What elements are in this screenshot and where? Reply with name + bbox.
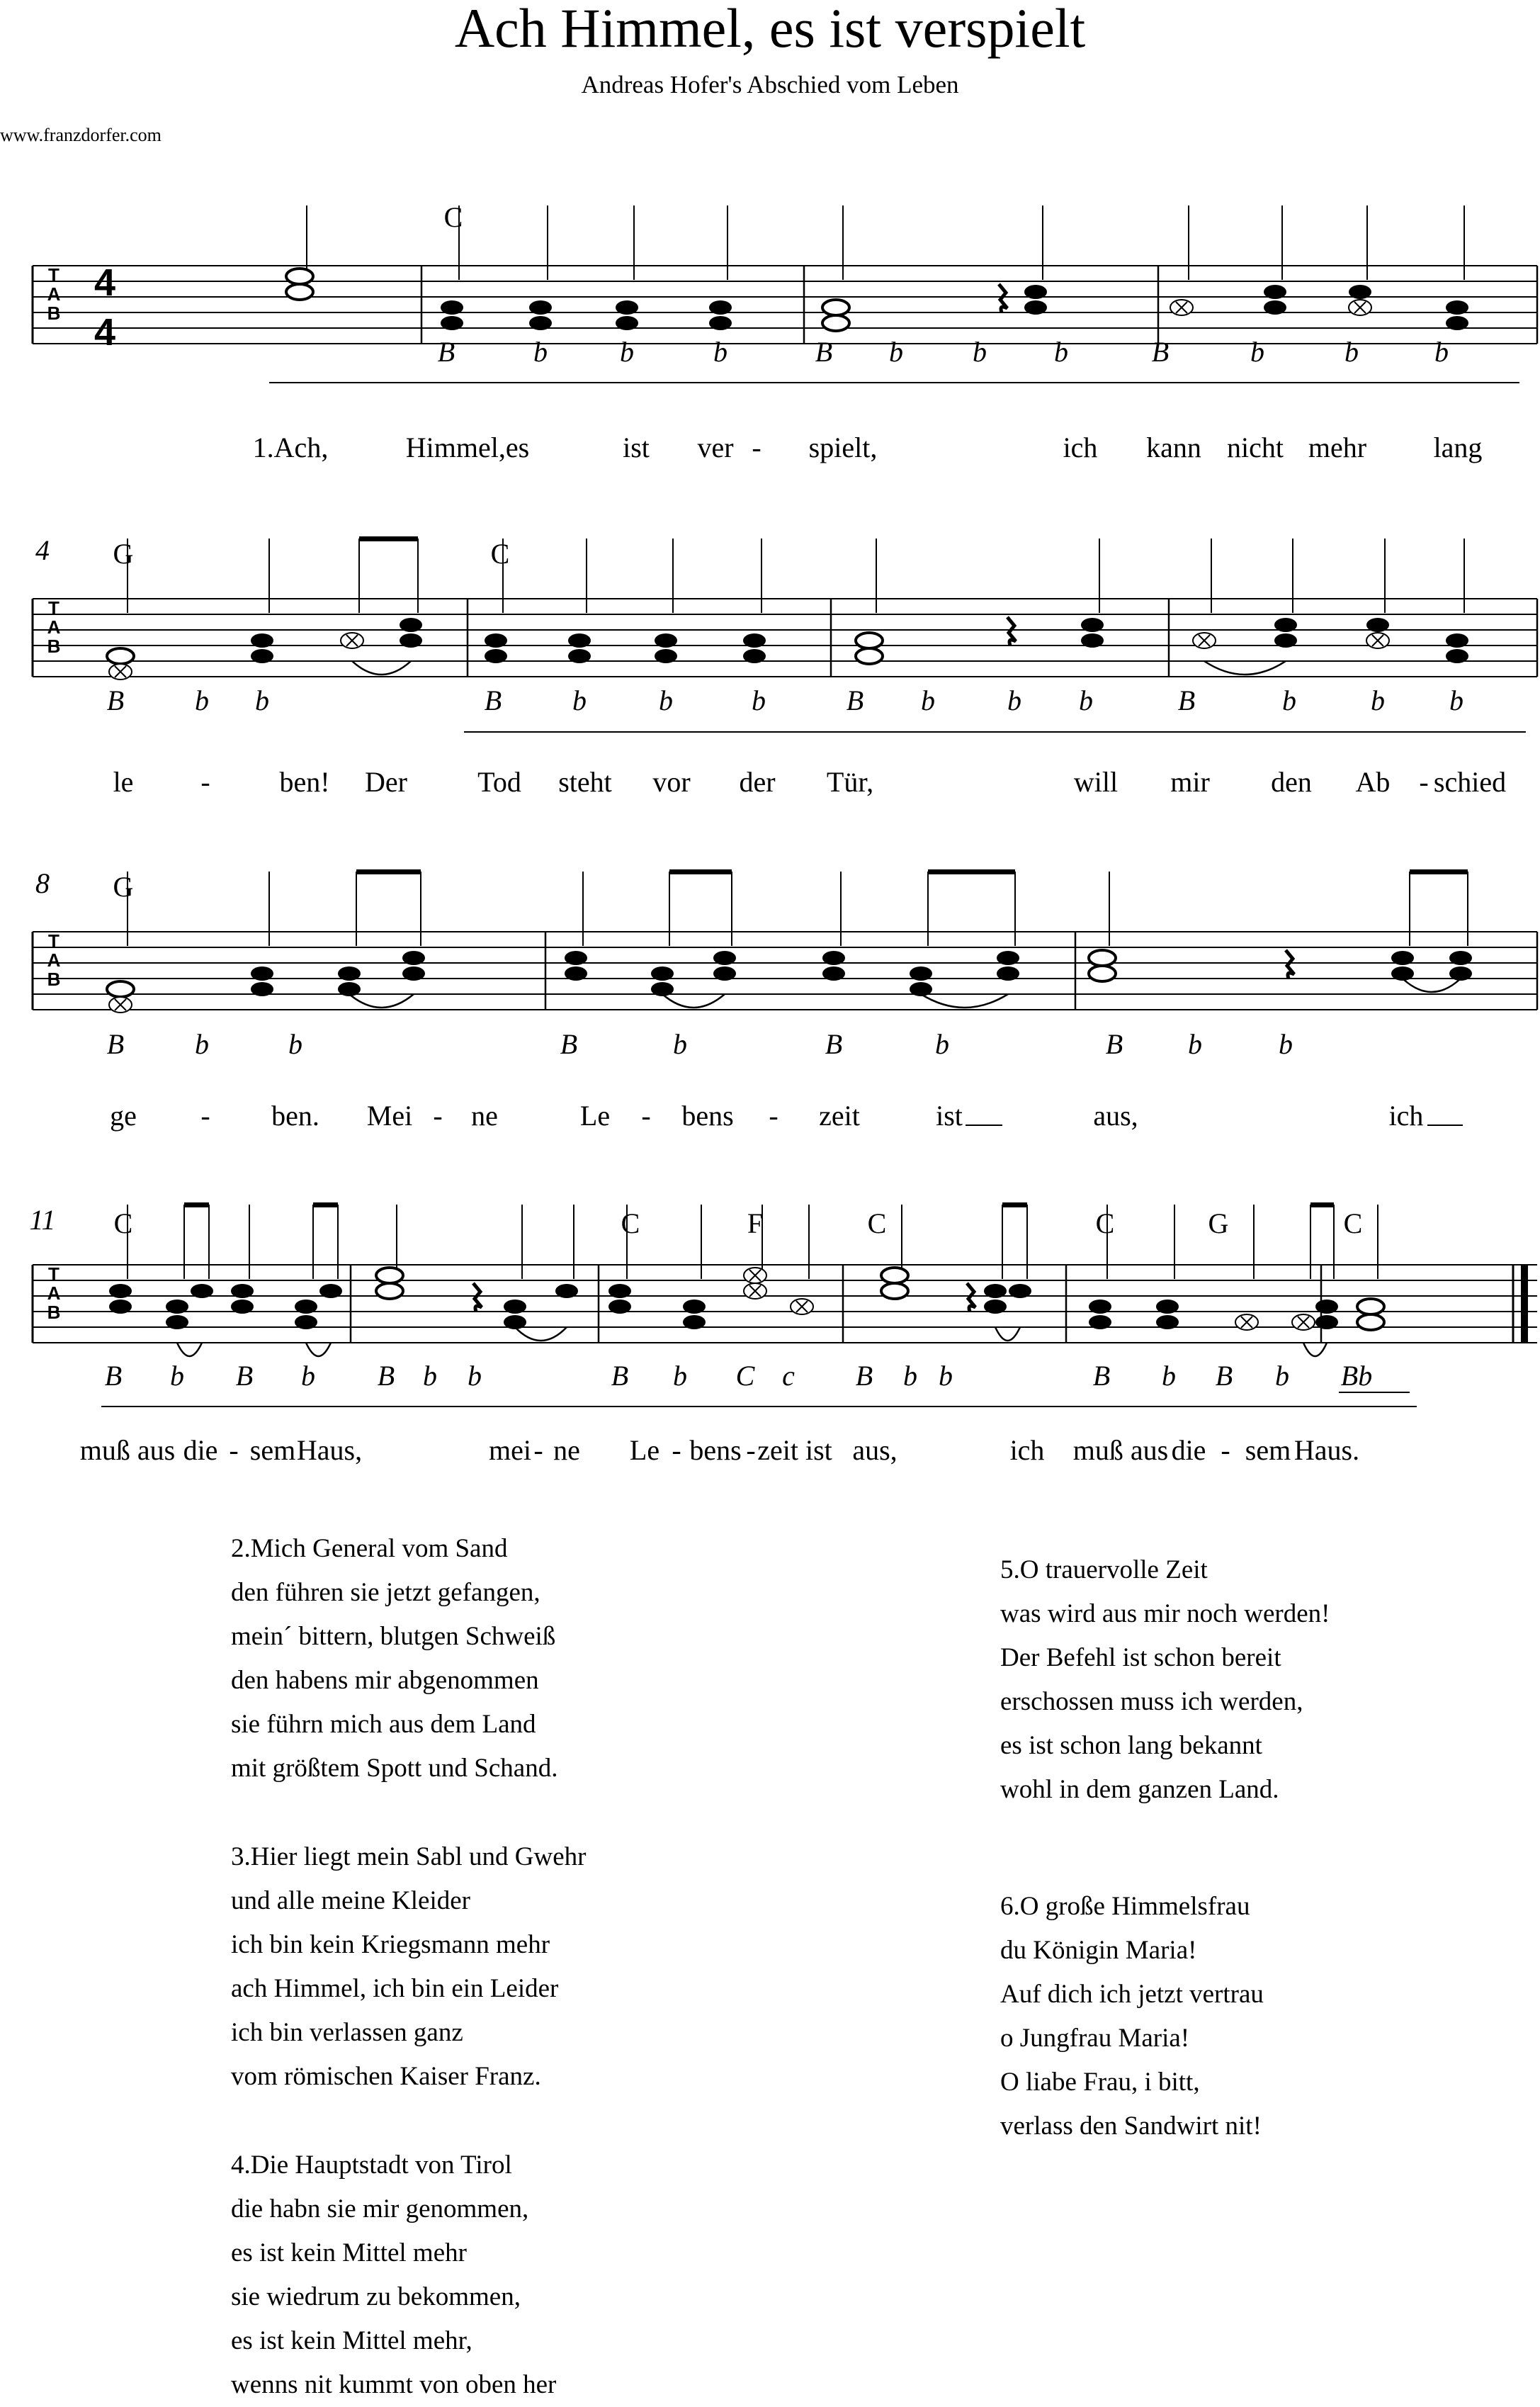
note-head — [1449, 951, 1472, 965]
song-subtitle: Andreas Hofer's Abschied vom Leben — [581, 71, 959, 98]
bass-note: b — [255, 684, 269, 716]
note-head — [608, 1300, 631, 1314]
beam — [1410, 869, 1468, 874]
tab-label: A — [47, 949, 61, 971]
note-head — [441, 300, 463, 315]
lyric-syllable: aus, — [1093, 1100, 1138, 1132]
verse-3 — [231, 1835, 586, 2099]
lyric-syllable: Der — [365, 766, 407, 798]
note-head — [485, 633, 507, 648]
lyric-syllable: aus, — [852, 1434, 898, 1466]
lyric-syllable: Ab — [1355, 766, 1391, 798]
bass-note: c — [782, 1360, 795, 1392]
website-link[interactable]: www.franzdorfer.com — [0, 125, 162, 145]
verse-line: 3.Hier liegt mein Sabl und Gwehr — [231, 1842, 587, 1871]
tie — [349, 994, 414, 1008]
beam — [356, 869, 421, 874]
note-head — [402, 951, 425, 965]
note-head — [1366, 618, 1389, 632]
verse-line: O liabe Frau, i bitt, — [1000, 2068, 1200, 2097]
note-head-half — [286, 269, 313, 284]
note-head — [984, 1284, 1007, 1298]
verse-line: ach Himmel, ich bin ein Leider — [231, 1974, 559, 2003]
note-head-half — [376, 1283, 403, 1299]
bass-note: b — [921, 684, 935, 716]
lyric-syllable: - — [752, 432, 761, 463]
note-head — [1024, 300, 1047, 315]
lyric-syllable: - — [641, 1100, 651, 1132]
beam — [313, 1202, 338, 1207]
bass-note: b — [1275, 1360, 1289, 1392]
note-head — [1446, 316, 1468, 330]
verse-line: 4.Die Hauptstadt von Tirol — [231, 2150, 512, 2180]
note-head-half — [107, 981, 134, 997]
tab-label: B — [47, 969, 61, 990]
lyric-syllable: le — [113, 766, 134, 798]
beam — [669, 869, 732, 874]
note-head — [1391, 951, 1414, 965]
lyric-syllable: will — [1073, 766, 1119, 798]
chord-symbol: C — [490, 538, 510, 570]
note-head — [709, 300, 732, 315]
note-head — [295, 1315, 317, 1329]
note-head — [504, 1300, 526, 1314]
lyric-syllable: sem — [249, 1434, 296, 1466]
lyric-syllable: Le — [629, 1434, 660, 1466]
verse-line: den habens mir abgenommen — [231, 1666, 539, 1695]
note-head — [616, 316, 638, 330]
lyric-syllable: - — [433, 1100, 443, 1132]
bass-note: b — [1279, 1028, 1293, 1060]
bass-note: b — [468, 1360, 482, 1392]
note-head — [251, 649, 273, 663]
bass-note: b — [1250, 336, 1264, 368]
bass-note: b — [288, 1028, 302, 1060]
song-title: Ach Himmel, es ist verspielt — [454, 0, 1086, 59]
lyric-syllable: lang — [1433, 432, 1483, 463]
lyric-syllable: ne — [553, 1434, 580, 1466]
note-head — [997, 951, 1019, 965]
tie — [1303, 1343, 1327, 1356]
verse-line: mit größtem Spott und Schand. — [231, 1754, 558, 1783]
lyric-syllable: muß aus — [79, 1434, 176, 1466]
verse-5 — [1000, 1548, 1330, 1812]
note-head-half — [822, 300, 849, 315]
tab-label: T — [48, 264, 60, 286]
note-head-half — [881, 1268, 908, 1283]
verse-line: die habn sie mir genommen, — [231, 2194, 529, 2223]
note-head-half — [881, 1283, 908, 1299]
bass-note: b — [973, 336, 987, 368]
note-head-half — [856, 648, 883, 664]
bass-note: b — [572, 684, 587, 716]
note-head — [713, 951, 736, 965]
note-head — [1315, 1300, 1338, 1314]
bass-note: b — [713, 336, 727, 368]
note-head — [910, 966, 932, 981]
lyric-syllable: schied — [1433, 766, 1507, 798]
bass-note: B — [1092, 1360, 1111, 1392]
note-head-half — [1089, 950, 1116, 966]
note-head — [1089, 1300, 1111, 1314]
verse-line: es ist kein Mittel mehr, — [231, 2326, 472, 2355]
bass-note: B — [1177, 684, 1196, 716]
bass-note: b — [903, 1360, 917, 1392]
note-head — [338, 966, 361, 981]
lyric-syllable: den — [1271, 766, 1312, 798]
lyric-syllable: ben! — [279, 766, 330, 798]
lyric-syllable: zeit — [819, 1100, 860, 1132]
lyric-syllable: mehr — [1308, 432, 1367, 463]
bass-note: B — [815, 336, 833, 368]
bass-note: b — [423, 1360, 437, 1392]
lyric-syllable: - — [746, 1434, 756, 1466]
bass-note: b — [752, 684, 766, 716]
lyric-syllable: die — [1171, 1434, 1206, 1466]
note-head — [1315, 1315, 1338, 1329]
lyric-syllable: zeit ist — [757, 1434, 832, 1466]
note-head — [1081, 633, 1104, 648]
note-head — [1446, 633, 1468, 648]
note-head — [400, 618, 422, 632]
lyric-syllable: - — [672, 1434, 681, 1466]
verse-line: wohl in dem ganzen Land. — [1000, 1775, 1279, 1804]
note-head — [568, 649, 591, 663]
bass-note: b — [195, 1028, 209, 1060]
quarter-rest — [1286, 950, 1294, 979]
chord-symbol: C — [621, 1207, 640, 1239]
lyric-syllable: ist — [623, 432, 650, 463]
bass-note: b — [1162, 1360, 1176, 1392]
bass-note: B — [1151, 336, 1170, 368]
verse-6 — [1000, 1885, 1264, 2148]
lyric-syllable: bens — [689, 1434, 742, 1466]
note-head — [251, 966, 273, 981]
note-head — [441, 316, 463, 330]
tie — [306, 1343, 331, 1356]
bass-note: B — [1215, 1360, 1233, 1392]
bass-note: B — [377, 1360, 395, 1392]
bass-note: B — [106, 1028, 125, 1060]
verse-line: vom römischen Kaiser Franz. — [231, 2062, 541, 2091]
chord-symbol: G — [113, 871, 134, 903]
bass-note: b — [1371, 684, 1385, 716]
verse-line: 2.Mich General vom Sand — [231, 1534, 508, 1563]
bass-note: Bb — [1340, 1360, 1373, 1392]
bass-note: b — [620, 336, 634, 368]
tie — [515, 1327, 567, 1341]
tab-label: B — [47, 636, 61, 657]
note-head — [709, 316, 732, 330]
tie — [1204, 661, 1286, 675]
note-head — [251, 633, 273, 648]
lyric-syllable: ne — [471, 1100, 498, 1132]
lyric-syllable: ich — [1063, 432, 1098, 463]
note-head — [568, 633, 591, 648]
note-head — [1156, 1300, 1179, 1314]
note-head — [231, 1300, 254, 1314]
bass-note: b — [659, 684, 673, 716]
note-head — [683, 1300, 706, 1314]
tab-label: B — [47, 1302, 61, 1323]
note-head — [191, 1284, 213, 1298]
note-head — [1264, 300, 1286, 315]
note-head — [616, 300, 638, 315]
note-head — [555, 1284, 578, 1298]
chord-symbol: C — [867, 1207, 887, 1239]
beam — [184, 1202, 209, 1207]
chord-symbol: C — [443, 201, 463, 233]
verse-line: Der Befehl ist schon bereit — [1000, 1643, 1281, 1672]
note-head — [822, 966, 845, 981]
lyric-syllable: muß aus — [1072, 1434, 1169, 1466]
tie — [177, 1343, 202, 1356]
lyric-syllable: - — [769, 1100, 779, 1132]
verse-line: ich bin verlassen ganz — [231, 2018, 463, 2047]
beam — [928, 869, 1015, 874]
note-head-half — [286, 284, 313, 300]
bass-note: b — [1282, 684, 1296, 716]
lyric-syllable: - — [200, 1100, 210, 1132]
bass-note: B — [855, 1360, 873, 1392]
note-head — [319, 1284, 342, 1298]
note-head — [1446, 300, 1468, 315]
bass-note: b — [1188, 1028, 1202, 1060]
note-head — [166, 1315, 188, 1329]
tab-label: A — [47, 283, 61, 305]
bass-note: b — [1054, 336, 1068, 368]
note-head — [109, 1300, 132, 1314]
verse-line: es ist schon lang bekannt — [1000, 1731, 1262, 1760]
verse-line: wenns nit kummt von oben her — [231, 2370, 557, 2399]
quarter-rest — [999, 284, 1007, 312]
bass-note: B — [611, 1360, 629, 1392]
note-head — [1349, 285, 1371, 299]
note-head — [1446, 649, 1468, 663]
lyric-syllable: 1.Ach, — [252, 432, 329, 463]
note-head — [1024, 285, 1047, 299]
lyric-syllable: die — [183, 1434, 218, 1466]
note-head — [743, 633, 766, 648]
tab-label: T — [48, 1263, 60, 1285]
note-head — [1264, 285, 1286, 299]
bass-note: b — [889, 336, 903, 368]
note-head — [683, 1315, 706, 1329]
tab-label: T — [48, 597, 60, 619]
note-head — [1274, 618, 1297, 632]
chord-symbol: C — [1343, 1207, 1363, 1239]
verse-line: was wird aus mir noch werden! — [1000, 1599, 1330, 1628]
verse-2 — [231, 1527, 557, 1791]
lyric-syllable: ge — [110, 1100, 137, 1132]
note-head — [984, 1300, 1007, 1314]
lyric-syllable: mei — [489, 1434, 531, 1466]
verse-line: den führen sie jetzt gefangen, — [231, 1578, 540, 1607]
lyric-syllable: steht — [558, 766, 612, 798]
note-head — [565, 966, 587, 981]
lyric-syllable: Haus, — [296, 1434, 363, 1466]
chord-symbol: G — [113, 538, 134, 570]
lyric-syllable: vor — [652, 766, 691, 798]
bass-note: C — [735, 1360, 755, 1392]
lyric-syllable: ben. — [271, 1100, 319, 1132]
note-head — [655, 649, 677, 663]
lyric-syllable: sem — [1245, 1434, 1291, 1466]
note-head — [400, 633, 422, 648]
bass-note: B — [560, 1028, 578, 1060]
bass-note: b — [673, 1028, 687, 1060]
beam — [1310, 1202, 1334, 1207]
verse-line: verlass den Sandwirt nit! — [1000, 2112, 1262, 2141]
tie — [352, 661, 411, 675]
note-head — [997, 966, 1019, 981]
bass-note: B — [437, 336, 455, 368]
note-head — [529, 300, 552, 315]
note-head — [231, 1284, 254, 1298]
lyric-syllable: - — [533, 1434, 543, 1466]
bass-note: B — [106, 684, 125, 716]
verse-line: 6.O große Himmelsfrau — [1000, 1892, 1250, 1921]
note-head — [743, 649, 766, 663]
note-head-half — [856, 633, 883, 648]
bass-note: B — [825, 1028, 843, 1060]
lyric-syllable: Tür, — [826, 766, 874, 798]
quarter-rest — [473, 1283, 482, 1312]
note-head — [565, 951, 587, 965]
note-head — [655, 633, 677, 648]
lyric-syllable: ich — [1009, 1434, 1045, 1466]
bass-note: B — [1105, 1028, 1123, 1060]
note-head — [1009, 1284, 1031, 1298]
verse-4 — [231, 2143, 556, 2407]
note-head — [1089, 1315, 1111, 1329]
note-head — [251, 982, 273, 996]
note-head-half — [1089, 966, 1116, 981]
verse-line: erschossen muss ich werden, — [1000, 1687, 1303, 1716]
tab-label: A — [47, 1283, 61, 1304]
verse-line: sie führn mich aus dem Land — [231, 1710, 536, 1739]
note-head — [651, 966, 674, 981]
lyric-syllable: - — [229, 1434, 239, 1466]
bass-note: B — [484, 684, 502, 716]
lyric-syllable: - — [200, 766, 210, 798]
bass-note: b — [195, 684, 209, 716]
quarter-rest — [1007, 617, 1016, 646]
bass-note: b — [1007, 684, 1021, 716]
bass-note: B — [846, 684, 864, 716]
note-head — [109, 1284, 132, 1298]
bass-note: b — [935, 1028, 949, 1060]
lyric-syllable: Tod — [477, 766, 521, 798]
tab-label: B — [47, 303, 61, 324]
note-head — [608, 1284, 631, 1298]
note-head-half — [1357, 1299, 1384, 1314]
verse-line: o Jungfrau Maria! — [1000, 2024, 1190, 2053]
bass-note: b — [1434, 336, 1449, 368]
verse-line: mein´ bittern, blutgen Schweiß — [231, 1622, 556, 1651]
verse-line: 5.O trauervolle Zeit — [1000, 1555, 1208, 1584]
note-head — [1081, 618, 1104, 632]
lyric-syllable: - — [1221, 1434, 1230, 1466]
bass-note: b — [673, 1360, 687, 1392]
bass-note: b — [301, 1360, 315, 1392]
lyric-syllable: Haus. — [1293, 1434, 1360, 1466]
quarter-rest — [967, 1283, 975, 1312]
bass-note: b — [533, 336, 548, 368]
verse-line: ich bin kein Kriegsmann mehr — [231, 1930, 550, 1959]
note-head — [485, 649, 507, 663]
lyric-syllable: spielt, — [808, 432, 878, 463]
chord-symbol: G — [1208, 1207, 1229, 1239]
tie — [921, 994, 1008, 1008]
note-head — [402, 966, 425, 981]
verse-line: Auf dich ich jetzt vertrau — [1000, 1980, 1264, 2009]
beam — [359, 536, 418, 541]
verse-line: du Königin Maria! — [1000, 1936, 1197, 1965]
note-head — [166, 1300, 188, 1314]
bass-note: b — [1344, 336, 1359, 368]
tie — [662, 994, 725, 1008]
chord-symbol: C — [113, 1207, 133, 1239]
note-head — [1156, 1315, 1179, 1329]
chord-symbol: F — [747, 1207, 764, 1239]
note-head-half — [822, 315, 849, 331]
note-head-half — [107, 648, 134, 664]
bass-note: b — [170, 1360, 184, 1392]
chord-symbol: C — [1095, 1207, 1115, 1239]
tab-label: T — [48, 930, 60, 952]
lyric-syllable: Mei — [366, 1100, 413, 1132]
lyric-syllable: bens — [681, 1100, 734, 1132]
note-head — [529, 316, 552, 330]
verse-line: es ist kein Mittel mehr — [231, 2238, 467, 2267]
measure-number: 11 — [29, 1204, 56, 1236]
note-head-half — [1357, 1314, 1384, 1330]
verse-line: und alle meine Kleider — [231, 1886, 471, 1915]
time-signature-bottom: 4 — [94, 311, 116, 354]
note-head — [822, 951, 845, 965]
tie — [995, 1327, 1020, 1341]
bass-note: B — [235, 1360, 254, 1392]
tie — [1403, 979, 1461, 992]
note-head — [1274, 633, 1297, 648]
lyric-syllable: - — [1419, 766, 1429, 798]
measure-number: 8 — [35, 867, 50, 899]
bass-note: B — [104, 1360, 123, 1392]
lyric-syllable: kann — [1146, 432, 1201, 463]
note-head — [713, 966, 736, 981]
lyric-syllable: ist — [936, 1100, 963, 1132]
note-head — [295, 1300, 317, 1314]
verse-line: sie wiedrum zu bekommen, — [231, 2282, 521, 2311]
bass-note: b — [939, 1360, 953, 1392]
measure-number: 4 — [35, 534, 50, 566]
lyric-syllable: nicht — [1227, 432, 1284, 463]
lyric-syllable: der — [739, 766, 776, 798]
tab-label: A — [47, 616, 61, 638]
lyric-syllable: ver — [697, 432, 734, 463]
bass-note: b — [1449, 684, 1463, 716]
lyric-syllable: mir — [1170, 766, 1210, 798]
time-signature-top: 4 — [94, 261, 116, 304]
bass-note: b — [1079, 684, 1093, 716]
beam — [1002, 1202, 1027, 1207]
note-head-half — [376, 1268, 403, 1283]
lyric-syllable: ich — [1388, 1100, 1424, 1132]
lyric-syllable: Le — [579, 1100, 611, 1132]
lyric-syllable: Himmel,es — [405, 432, 530, 463]
